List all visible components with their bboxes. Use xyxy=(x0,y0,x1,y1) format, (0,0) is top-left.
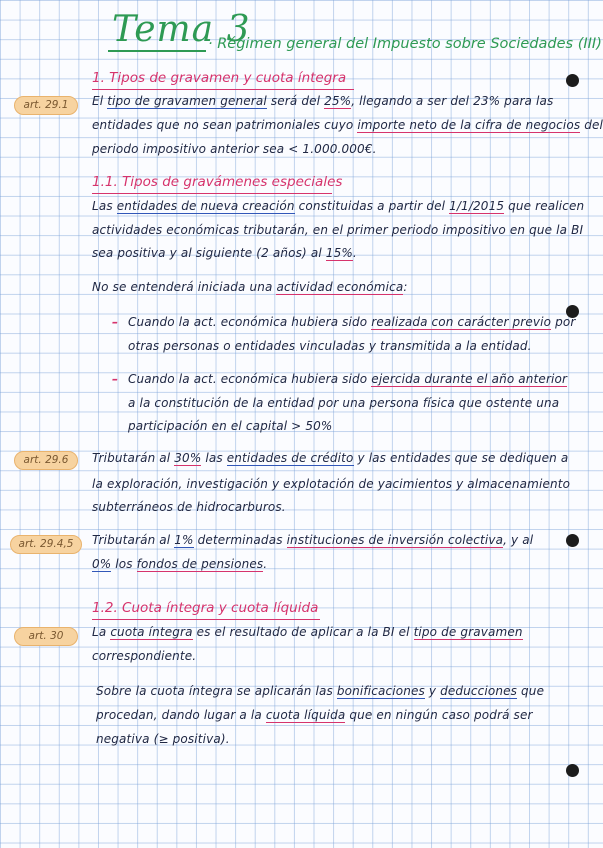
bullet-line: participación en el capital > 50% xyxy=(128,419,333,433)
article-badge: art. 29.1 xyxy=(14,96,78,115)
section-heading-1: 1. Tipos de gravamen y cuota íntegra xyxy=(92,70,347,86)
text-line: No se entenderá iniciada una actividad económica: xyxy=(92,280,408,294)
text-line: la exploración, investigación y explotación de yacimientos y almacenamiento xyxy=(92,477,571,491)
article-badge: art. 29.4,5 xyxy=(10,535,82,554)
binder-hole xyxy=(566,74,579,87)
text-line: procedan, dando lugar a la cuota líquida que en ningún caso podrá ser xyxy=(96,708,533,722)
text-line: Las entidades de nueva creación constituidas a partir del 1/1/2015 que realicen xyxy=(92,199,585,213)
text-line: La cuota íntegra es el resultado de aplicar a la BI el tipo de gravamen xyxy=(92,625,523,639)
bullet-dash: – xyxy=(112,372,119,386)
heading-underline xyxy=(92,89,354,90)
text-line: correspondiente. xyxy=(92,649,197,663)
title-underline xyxy=(108,50,206,52)
text-line: negativa (≥ positiva). xyxy=(96,732,230,746)
text-line: subterráneos de hidrocarburos. xyxy=(92,500,286,514)
section-heading-1-1: 1.1. Tipos de gravámenes especiales xyxy=(92,174,343,190)
bullet-line: otras personas o entidades vinculadas y transmitida a la entidad. xyxy=(128,339,532,353)
heading-underline xyxy=(92,619,320,620)
text-line: El tipo de gravamen general será del 25%, llegando a ser del 23% para las xyxy=(92,94,554,108)
bullet-line: Cuando la act. económica hubiera sido realizada con carácter previo por xyxy=(128,315,576,329)
heading-underline xyxy=(92,193,332,194)
text-line: Sobre la cuota íntegra se aplicarán las bonificaciones y deducciones que xyxy=(96,684,545,698)
bullet-dash: – xyxy=(112,315,119,329)
bullet-line: Cuando la act. económica hubiera sido ejercida durante el año anterior xyxy=(128,372,568,386)
text-line: Tributarán al 30% las entidades de crédito y las entidades que se dediquen a xyxy=(92,451,569,465)
binder-hole xyxy=(566,534,579,547)
text-line: periodo impositivo anterior sea < 1.000.000€. xyxy=(92,142,377,156)
text-line: actividades económicas tributarán, en el primer periodo impositivo en que la BI xyxy=(92,223,584,237)
bullet-line: a la constitución de la entidad por una persona física que ostente una xyxy=(128,396,560,410)
text-line: 0% los fondos de pensiones. xyxy=(92,557,268,571)
binder-hole xyxy=(566,764,579,777)
article-badge: art. 29.6 xyxy=(14,451,78,470)
page-title: Tema 3 xyxy=(112,9,251,50)
text-line: entidades que no sean patrimoniales cuyo importe neto de la cifra de negocios del xyxy=(92,118,603,132)
text-line: sea positiva y al siguiente (2 años) al 15%. xyxy=(92,246,357,260)
text-line: Tributarán al 1% determinadas instituciones de inversión colectiva, y al xyxy=(92,533,534,547)
section-heading-1-2: 1.2. Cuota íntegra y cuota líquida xyxy=(92,600,319,616)
article-badge: art. 30 xyxy=(14,627,78,646)
page-subtitle: · Régimen general del Impuesto sobre Sociedades (III) xyxy=(208,36,602,52)
